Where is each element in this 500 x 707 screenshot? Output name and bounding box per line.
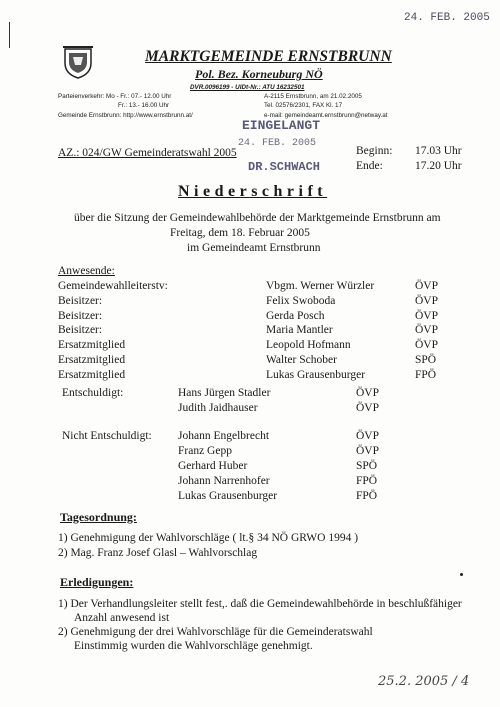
unexcused-member-name: Gerhard Huber xyxy=(178,460,248,472)
email-line: e-mail: gemeindeamt.ernstbrunn@netway.at xyxy=(264,112,388,119)
excused-heading: Entschuldigt: xyxy=(62,387,124,399)
agenda-item-1: 1) Genehmigung der Wahlvorschläge ( lt.§ 34 NÖ GRWO 1994 ) xyxy=(58,532,359,544)
present-member-party: ÖVP xyxy=(415,309,439,322)
resolutions-heading: Erledigungen: xyxy=(60,575,134,589)
resolution-line-3: 2) Genehmigung der drei Wahlvorschläge für die Gemeinderatswahl xyxy=(58,626,373,638)
present-heading: Anwesende: xyxy=(58,265,115,277)
ink-dot xyxy=(460,573,463,576)
unexcused-member-name: Franz Gepp xyxy=(178,445,232,457)
intro-line-2: Freitag, dem 18. Februar 2005 xyxy=(170,227,310,239)
unexcused-heading: Nicht Entschuldigt: xyxy=(62,430,152,442)
dvr-number: DVR.0096199 - UIDt-Nr.: ATU 16232501 xyxy=(190,84,305,91)
agenda-heading: Tagesordnung: xyxy=(60,510,137,524)
present-member-name: Leopold Hofmann xyxy=(266,339,351,352)
unexcused-member-name: Lukas Grausenburger xyxy=(178,490,278,502)
present-member-party: ÖVP xyxy=(415,324,439,337)
present-member-role: Ersatzmitglied xyxy=(58,368,126,381)
website-line: Gemeinde Ernstbrunn: http://www.ernstbrunn.at/ xyxy=(58,112,193,119)
present-member-role: Gemeindewahlleiterstv: xyxy=(58,280,168,292)
handwritten-date: 25.2. 2005 / 4 xyxy=(378,674,470,689)
present-member-role: Beisitzer: xyxy=(58,324,103,337)
present-member-name: Walter Schober xyxy=(266,354,337,366)
present-member-party: SPÖ xyxy=(415,354,437,366)
present-member-party: FPÖ xyxy=(415,368,437,381)
reference-number: AZ.: 024/GW Gemeinderatswahl 2005 xyxy=(58,147,237,159)
present-member-name: Lukas Grausenburger xyxy=(266,368,366,381)
end-label: Ende: xyxy=(356,160,383,172)
intro-line-3: im Gemeindeamt Ernstbrunn xyxy=(187,242,321,254)
intro-line-1: über die Sitzung der Gemeindewahlbehörde der Marktgemeinde Ernstbrunn am xyxy=(74,212,441,224)
municipality-title: MARKTGEMEINDE ERNSTBRUNN xyxy=(145,48,392,65)
unexcused-member-party: FPÖ xyxy=(356,490,378,502)
address-line: A-2115 Ernstbrunn, am 21.02.2005 xyxy=(264,93,362,100)
unexcused-member-party: ÖVP xyxy=(356,445,380,457)
binding-mark xyxy=(9,22,10,48)
stamp-date: 24. FEB. 2005 xyxy=(238,138,317,149)
present-member-party: ÖVP xyxy=(415,280,439,292)
present-member-role: Beisitzer: xyxy=(58,294,103,307)
resolution-line-2: Anzahl anwesend ist xyxy=(74,612,170,624)
agenda-item-2: 2) Mag. Franz Josef Glasl – Wahlvorschlag xyxy=(58,547,258,559)
end-value: 17.20 Uhr xyxy=(415,160,462,172)
excused-member-party: ÖVP xyxy=(356,387,380,399)
eingelangt-stamp: EINGELANGT xyxy=(242,118,321,133)
unexcused-member-party: FPÖ xyxy=(356,475,378,487)
present-member-role: Beisitzer: xyxy=(58,309,103,322)
present-member-party: ÖVP xyxy=(415,294,439,307)
excused-member-party: ÖVP xyxy=(356,402,380,414)
district-subtitle: Pol. Bez. Korneuburg NÖ xyxy=(195,67,323,81)
excused-member-name: Judith Jaidhauser xyxy=(178,402,258,414)
present-member-name: Maria Mantler xyxy=(266,324,333,337)
office-hours-2: Fr.: 13.- 16.00 Uhr xyxy=(118,102,170,109)
phone-line: Tel. 02576/2301, FAX Kl. 17 xyxy=(264,102,343,109)
coat-of-arms-icon xyxy=(63,45,93,79)
document-title: Niederschrift xyxy=(178,183,328,200)
resolution-line-1: 1) Der Verhandlungsleiter stellt fest,. daß die Gemeindewahlbehörde in beschlußfähiger xyxy=(58,598,462,610)
present-member-party: ÖVP xyxy=(415,339,439,352)
office-hours-1: Parteienverkehr: Mo - Fr.: 07.- 12.00 Uhr xyxy=(58,93,172,100)
unexcused-member-party: SPÖ xyxy=(356,460,378,472)
begin-value: 17.03 Uhr xyxy=(415,145,462,157)
present-member-name: Gerda Posch xyxy=(266,309,325,322)
present-member-name: Vbgm. Werner Würzler xyxy=(266,280,375,292)
present-member-role: Ersatzmitglied xyxy=(58,339,126,352)
excused-member-name: Hans Jürgen Stadler xyxy=(178,387,271,399)
stamp-name: DR.SCHWACH xyxy=(248,160,321,174)
unexcused-member-party: ÖVP xyxy=(356,430,380,442)
unexcused-member-name: Johann Narrenhofer xyxy=(178,475,270,487)
resolution-line-4: Einstimmig wurden die Wahlvorschläge genehmigt. xyxy=(74,640,313,652)
present-member-name: Felix Swoboda xyxy=(266,294,336,307)
begin-label: Beginn: xyxy=(356,145,393,157)
received-date-stamp: 24. FEB. 2005 xyxy=(404,12,490,24)
unexcused-member-name: Johann Engelbrecht xyxy=(178,430,270,442)
present-member-role: Ersatzmitglied xyxy=(58,354,126,366)
